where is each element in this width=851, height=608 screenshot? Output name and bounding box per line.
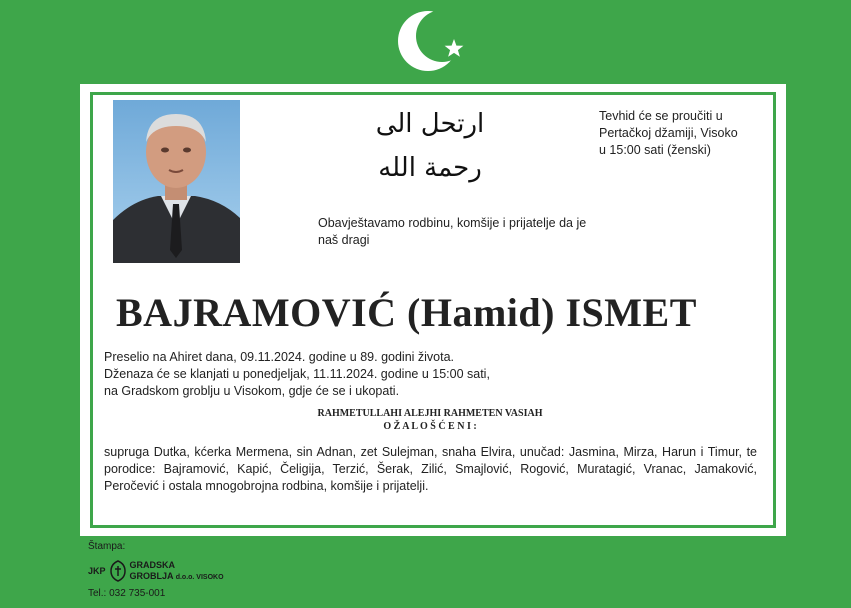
rahmetullahi-text: RAHMETULLAHI ALEJHI RAHMETEN VASIAH	[317, 408, 543, 419]
intro-line: Obavještavamo rodbinu, komšije i prijatelje da je	[318, 216, 587, 230]
tevhid-info	[599, 108, 769, 159]
mourners-list: supruga Dutka, kćerka Mermena, sin Adnan, zet Sulejman, snaha Elvira, unučad: Jasmina, Mirza, Harun i Timur, te porodice: Bajramović, Kapić, Čeligija, Terzić, Šerak, Zilić, Smajlović, Rogović, Muratagić, Vranac, Jamaković, Peročević i ostala mnogobrojna rodbina, komšije i prijatelji.	[104, 445, 757, 493]
rahmetullahi-block	[280, 407, 580, 433]
deceased-name: BAJRAMOVIĆ (Hamid) ISMET	[116, 290, 697, 335]
printer-logo	[88, 557, 258, 585]
print-label: Štampa:	[88, 541, 126, 552]
logo-prefix: JKP	[88, 566, 106, 576]
intro-line: naš dragi	[318, 232, 370, 247]
detail-line: na Gradskom groblju u Visokom, gdje će se i ukopati.	[104, 384, 400, 398]
cemetery-emblem-icon	[110, 560, 126, 582]
logo-line: GROBLJA d.o.o. VISOKO	[129, 570, 224, 581]
logo-suffix: d.o.o. VISOKO	[175, 573, 224, 581]
crescent-wrap	[398, 8, 468, 74]
tevhid-line: Pertačkoj džamiji, Visoko	[599, 126, 738, 140]
printer-phone: Tel.: 032 735-001	[88, 588, 166, 599]
detail-line: Preselio na Ahiret dana, 09.11.2024. godine u 89. godini života.	[104, 350, 455, 364]
mourners-heading: O Ž A L O Š Ć E N I :	[383, 421, 477, 432]
death-details	[104, 349, 544, 400]
deceased-photo	[113, 100, 240, 263]
tevhid-line: u 15:00 sati (ženski)	[599, 143, 711, 157]
arabic-heading: ارتحل الى رحمة الله	[375, 109, 485, 183]
logo-text	[130, 560, 224, 583]
intro-text	[318, 215, 608, 248]
detail-line: Dženaza će se klanjati u ponedjeljak, 11.11.2024. godine u 15:00 sati,	[104, 367, 490, 381]
crescent-and-star-icon	[398, 8, 468, 74]
logo-line: GRADSKA	[129, 559, 176, 570]
tevhid-line: Tevhid će se proučiti u	[599, 109, 723, 123]
death-notice	[80, 84, 786, 536]
